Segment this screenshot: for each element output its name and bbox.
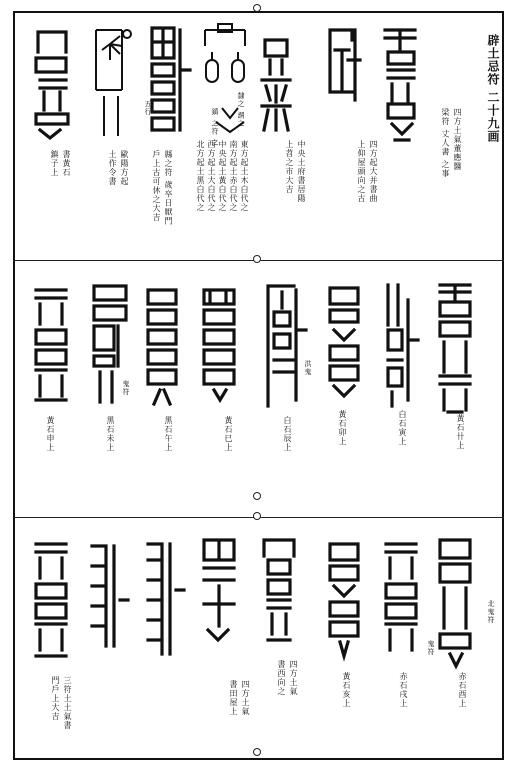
column-caption: 四方起大并書曲 <box>369 140 378 203</box>
column-caption: 縣之符 歲卒日厭門 <box>164 150 173 226</box>
glyph-annotation: 鎮 之符 之 <box>211 108 219 147</box>
column-caption: 赤石酉上 <box>458 672 467 708</box>
column-caption: 歐陽方起 <box>120 150 129 186</box>
column-caption: 門戶上大吉 <box>51 676 60 721</box>
glyph-annotation: 隸之 謂之 <box>237 92 245 128</box>
column-caption: 書西向之 <box>277 660 286 696</box>
column-caption: 黃石卄上 <box>456 414 465 450</box>
glyph-annotation: 北鬼符 <box>487 600 495 624</box>
column-caption: 戶上古可休之大吉 <box>152 150 161 222</box>
column-caption: 中央土府書居陽 <box>297 140 306 203</box>
column-caption: 北方起土黑白代之 <box>196 140 205 212</box>
talisman-glyph <box>36 540 470 666</box>
column-caption: 東方起土木白代之 <box>240 140 249 212</box>
column-caption: 西方起土大白代之 <box>207 140 216 212</box>
column-caption: 黃石申上 <box>46 416 55 452</box>
column-caption: 梁符 丈人書 之事 <box>441 108 450 179</box>
column-caption: 四方土氣董應醫 <box>453 108 462 171</box>
column-caption: 赤石戌上 <box>399 672 408 708</box>
glyph-annotation: 五行 <box>144 100 152 116</box>
column-caption: 白石辰上 <box>283 416 292 452</box>
column-caption: 白石寅上 <box>398 410 407 446</box>
column-caption: 黃石卯上 <box>338 410 347 446</box>
column-caption: 鎮子上 <box>50 150 59 177</box>
column-caption: 四方土氣 <box>289 660 298 696</box>
column-caption: 黑石午上 <box>164 416 173 452</box>
column-caption: 黃石巳上 <box>224 416 233 452</box>
column-caption: 四方土氣 <box>241 680 250 716</box>
glyph-annotation: 鬼符 <box>122 380 130 396</box>
column-caption: 黑石未上 <box>106 416 115 452</box>
column-caption: 中央起土黃白代之 <box>218 140 227 212</box>
column-caption: 上仰屋頭向之古 <box>357 140 366 203</box>
column-caption: 黃石亥上 <box>342 672 351 708</box>
column-caption: 三符土土氣書 <box>63 676 72 730</box>
column-caption: 土作令書 <box>108 150 117 186</box>
column-caption: 書黃石 <box>62 150 71 177</box>
column-caption: 南方起土赤白代之 <box>229 140 238 212</box>
column-caption: 書田屋上 <box>229 680 238 716</box>
glyph-annotation: 鬼符 <box>427 640 435 656</box>
running-head: 辟土忌符 二十九画 <box>486 34 500 144</box>
column-caption: 上苕之市大吉 <box>285 140 294 194</box>
glyph-annotation: 洪鬼 <box>304 360 312 376</box>
